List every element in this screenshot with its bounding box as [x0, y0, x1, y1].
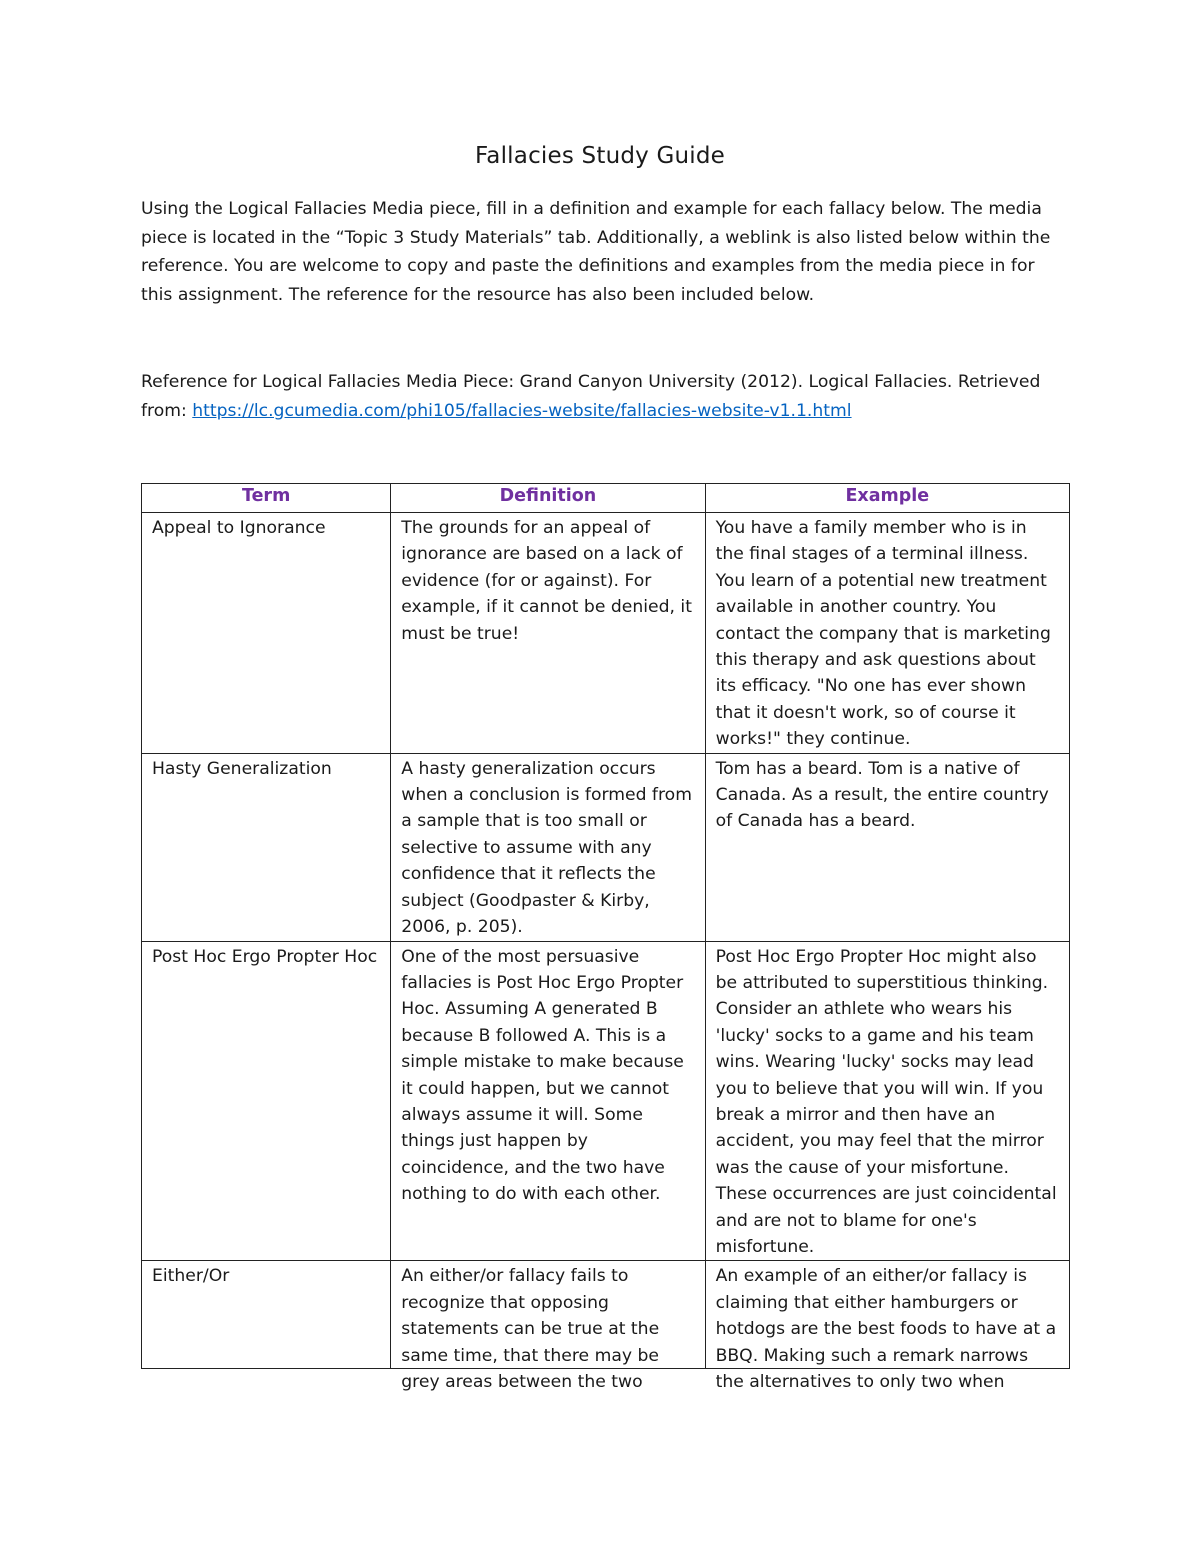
- table-row: [142, 941, 1070, 1261]
- definition-cell: One of the most persuasive fallacies is Post Hoc Ergo Propter Hoc. Assuming A generated B because B followed A. This is a simple mistake to make because it could happen, but we cannot always assume it will. Some things just happen by coincidence, and the two have nothing to do with each other.: [391, 941, 705, 1261]
- term-cell: [142, 1261, 391, 1369]
- definition-text: An either/or fallacy fails to recognize that opposing statements can be true at the same time, that there may be grey areas between the two: [401, 1266, 660, 1392]
- table-row: [142, 513, 1070, 754]
- table-header-row: [142, 484, 1070, 513]
- table-row: [142, 753, 1070, 941]
- definition-cell: A hasty generalization occurs when a conclusion is formed from a sample that is too small or selective to assume with any confidence that it reflects the subject (Goodpaster & Kirby, 2006, p. 205).: [391, 753, 705, 941]
- example-cell: You have a family member who is in the final stages of a terminal illness. You learn of a potential new treatment available in another country. You contact the company that is marketing this therapy and ask questions about its efficacy. "No one has ever shown that it doesn't work, so of course it works!" they continue.: [705, 513, 1069, 754]
- reference-link[interactable]: https://lc.gcumedia.com/phi105/fallacies-website/fallacies-website-v1.1.html: [192, 400, 852, 421]
- example-cell: Post Hoc Ergo Propter Hoc might also be attributed to superstitious thinking. Consider an athlete who wears his 'lucky' socks to a game and his team wins. Wearing 'lucky' socks may lead you to believe that you will win. If you break a mirror and then have an accident, you may feel that the mirror was the cause of your misfortune. These occurrences are just coincidental and are not to blame for one's misfortune.: [705, 941, 1069, 1261]
- header-example: Example: [705, 484, 1069, 513]
- definition-cell: The grounds for an appeal of ignorance are based on a lack of evidence (for or against). For example, if it cannot be denied, it must be true!: [391, 513, 705, 754]
- example-text: An example of an either/or fallacy is claiming that either hamburgers or hotdogs are the best foods to have at a BBQ. Making such a remark narrows the alternatives to only two when: [715, 1266, 1057, 1392]
- reference-paragraph: [141, 368, 1066, 425]
- example-cell: [705, 1261, 1069, 1392]
- definition-cell: [391, 1261, 705, 1392]
- term-text: Either/Or: [152, 1266, 230, 1287]
- table-row: [142, 1261, 1070, 1369]
- term-cell: Hasty Generalization: [142, 753, 391, 941]
- page-title: Fallacies Study Guide: [474, 143, 726, 169]
- reference-text: Reference for Logical Fallacies Media Piece: Grand Canyon University (2012). Logical Fallacies. Retrieved from:: [141, 372, 1041, 421]
- instructions-paragraph: Using the Logical Fallacies Media piece, fill in a definition and example for each fallacy below. The media piece is located in the “Topic 3 Study Materials” tab. Additionally, a weblink is also listed below within the reference. You are welcome to copy and paste the definitions and examples from the media piece in for this assignment. The reference for the resource has also been included below.: [141, 199, 1051, 305]
- example-cell: Tom has a beard. Tom is a native of Canada. As a result, the entire country of Canada has a beard.: [705, 753, 1069, 941]
- header-definition: Definition: [391, 484, 705, 513]
- header-term: Term: [142, 484, 391, 513]
- term-cell: Post Hoc Ergo Propter Hoc: [142, 941, 391, 1261]
- fallacies-table: [141, 483, 1070, 1392]
- term-cell: Appeal to Ignorance: [142, 513, 391, 754]
